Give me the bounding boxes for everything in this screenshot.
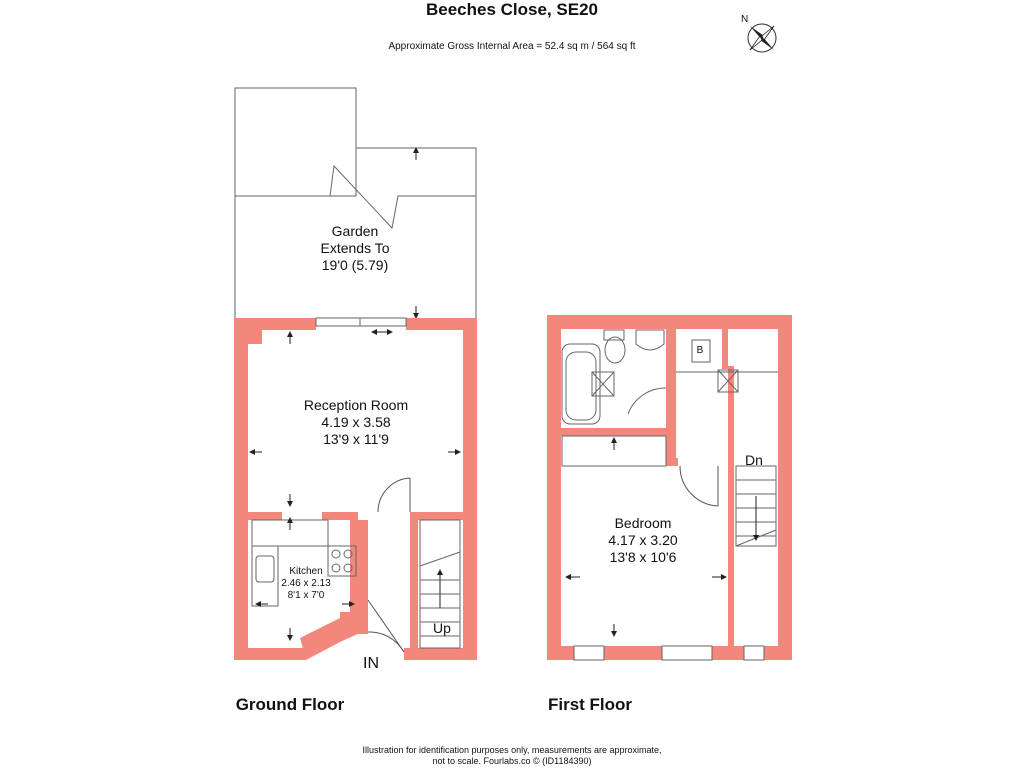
reception-room-label bbox=[304, 397, 408, 448]
kitchen-name: Kitchen bbox=[289, 566, 323, 577]
plan-title: Beeches Close, SE20 bbox=[426, 0, 598, 19]
first-floor-stairs bbox=[736, 466, 776, 546]
bathroom-fittings bbox=[562, 330, 666, 424]
bedroom-door bbox=[680, 466, 718, 506]
bedroom-imperial: 13'8 x 10'6 bbox=[609, 549, 677, 565]
kitchen-label bbox=[281, 566, 330, 602]
entrance-label: IN bbox=[363, 655, 379, 672]
reception-window bbox=[316, 318, 406, 326]
garden-label-line1: Garden bbox=[331, 223, 379, 239]
disclaimer bbox=[0, 745, 1024, 767]
first-floor-plan bbox=[547, 315, 792, 660]
reception-room-metric: 4.19 x 3.58 bbox=[321, 414, 391, 430]
disclaimer-line1: Illustration for identification purposes only, measurements are approximate, bbox=[362, 745, 662, 755]
garden-label-line3: 19'0 (5.79) bbox=[321, 257, 389, 273]
hall-door bbox=[378, 478, 410, 512]
bedroom-name: Bedroom bbox=[614, 515, 672, 531]
boiler-label: B bbox=[696, 345, 704, 356]
ground-floor-plan bbox=[234, 88, 477, 660]
reception-room-name: Reception Room bbox=[303, 397, 409, 413]
garden-outline bbox=[235, 88, 476, 318]
kitchen-metric: 2.46 x 2.13 bbox=[281, 578, 331, 589]
compass-north-label: N bbox=[741, 14, 749, 25]
gross-area-text: Approximate Gross Internal Area = 52.4 sq m / 564 sq ft bbox=[388, 41, 636, 52]
ground-stairs-up-label: Up bbox=[433, 620, 451, 636]
bedroom-label bbox=[608, 515, 677, 566]
disclaimer-line2: not to scale. Fourlabs.co © (ID1184390) bbox=[432, 756, 592, 766]
garden-label-line2: Extends To bbox=[320, 240, 390, 256]
bedroom-metric: 4.17 x 3.20 bbox=[608, 532, 678, 548]
first-floor-walls bbox=[547, 315, 792, 660]
front-door bbox=[368, 600, 404, 652]
garden-label bbox=[320, 223, 389, 274]
ground-floor-walls bbox=[234, 318, 477, 660]
ground-floor-label: Ground Floor bbox=[235, 695, 345, 714]
reception-room-imperial: 13'9 x 11'9 bbox=[323, 431, 389, 447]
kitchen-imperial: 8'1 x 7'0 bbox=[287, 590, 325, 601]
first-stairs-down-label: Dn bbox=[745, 452, 763, 468]
first-floor-label: First Floor bbox=[547, 695, 633, 714]
